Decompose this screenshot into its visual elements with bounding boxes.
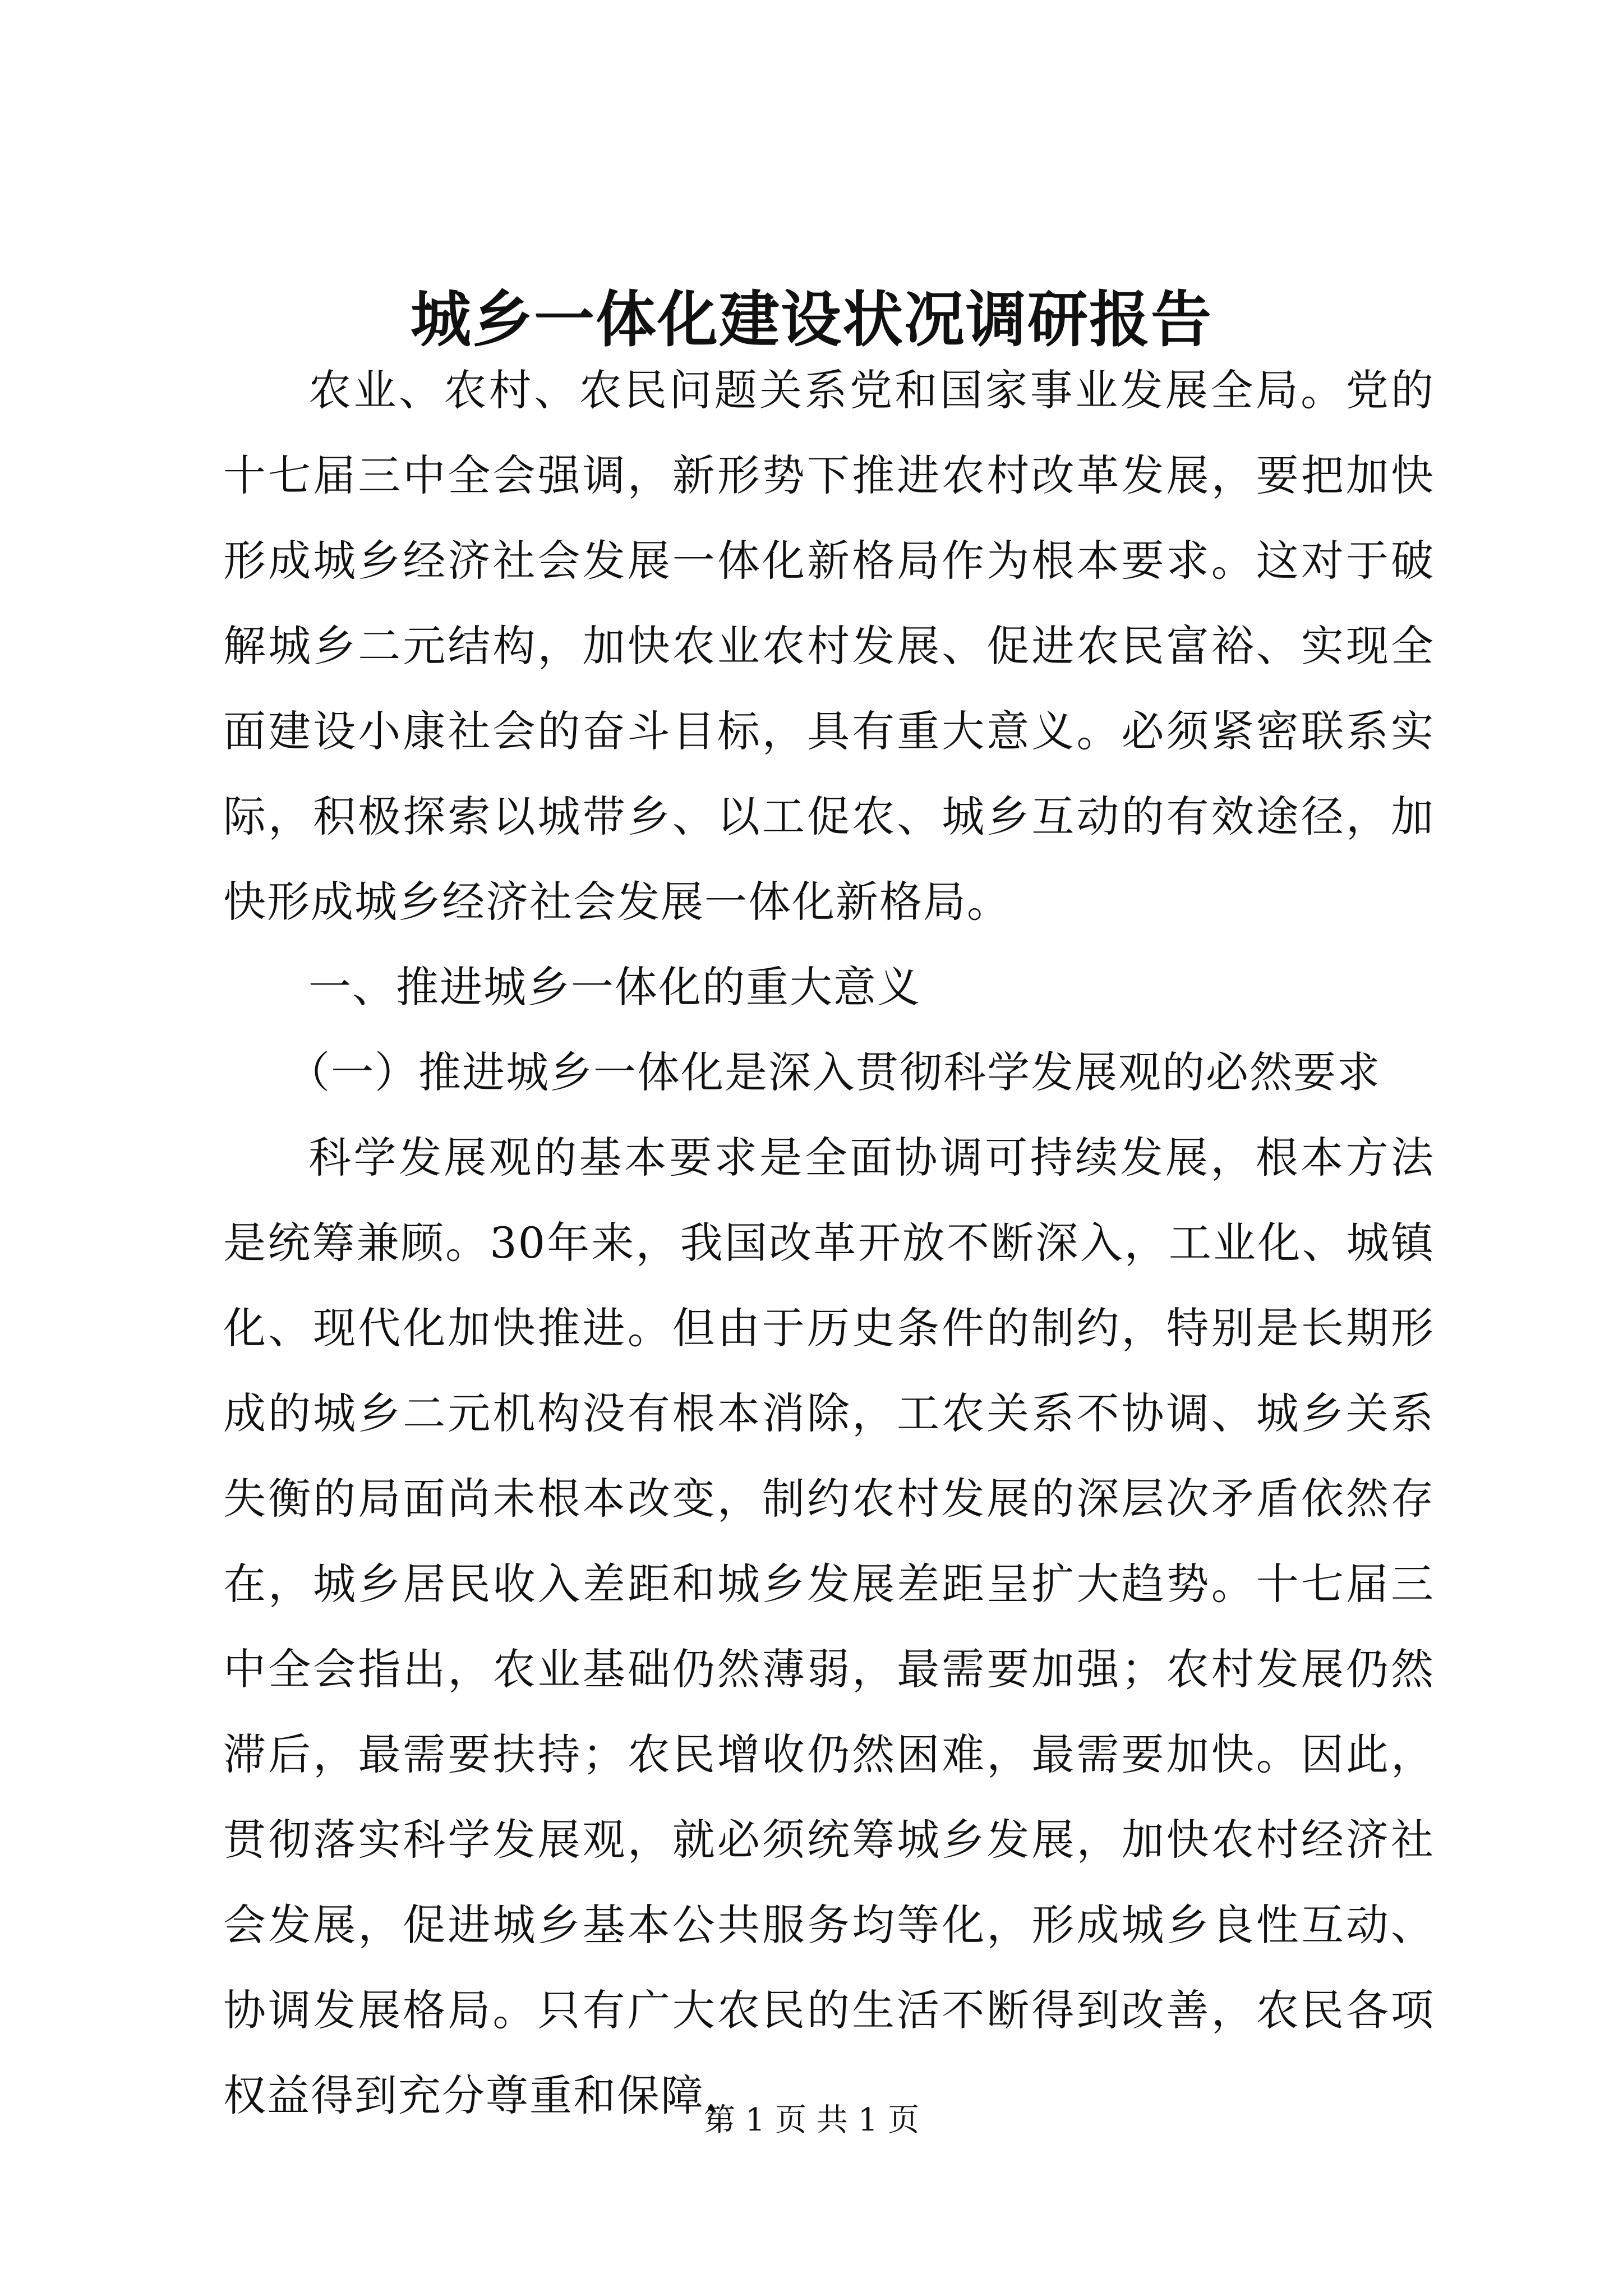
section-heading-1: 一、推进城乡一体化的重大意义 <box>308 962 921 1012</box>
document-body <box>223 348 1435 2138</box>
intro-paragraph: 农业、农村、农民问题关系党和国家事业发展全局。党的十七届三中全会强调，新形势下推进农村改革发展，要把加快形成城乡经济社会发展一体化新格局作为根本要求。这对于破解城乡二元结构，加快农业农村发展、促进农民富裕、实现全面建设小康社会的奋斗目标，具有重大意义。必须紧密联系实际，积极探索以城带乡、以工促农、城乡互动的有效途径，加快形成城乡经济社会发展一体化新格局。 <box>223 365 1435 927</box>
subsection-heading-1: （一）推进城乡一体化是深入贯彻科学发展观的必然要求 <box>287 1047 1381 1097</box>
body-paragraph-2: 科学发展观的基本要求是全面协调可持续发展，根本方法是统筹兼顾。30年来，我国改革开放不断深入，工业化、城镇化、现代化加快推进。但由于历史条件的制约，特别是长期形成的城乡二元机构没有根本消除，工农关系不协调、城乡关系失衡的局面尚未根本改变，制约农村发展的深层次矛盾依然存在，城乡居民收入差距和城乡发展差距呈扩大趋势。十七届三中全会指出，农业基础仍然薄弱，最需要加强；农村发展仍然滞后，最需要扶持；农民增收仍然困难，最需要加快。因此，贯彻落实科学发展观，就必须统筹城乡发展，加快农村经济社会发展，促进城乡基本公共服务均等化，形成城乡良性互动、协调发展格局。只有广大农民的生活不断得到改善，农民各项权益得到充分尊重和保障， <box>223 1133 1435 2120</box>
document-title: 城乡一体化建设状况调研报告 <box>410 284 1212 355</box>
page-number-footer: 第 1 页 共 1 页 <box>703 2102 920 2138</box>
